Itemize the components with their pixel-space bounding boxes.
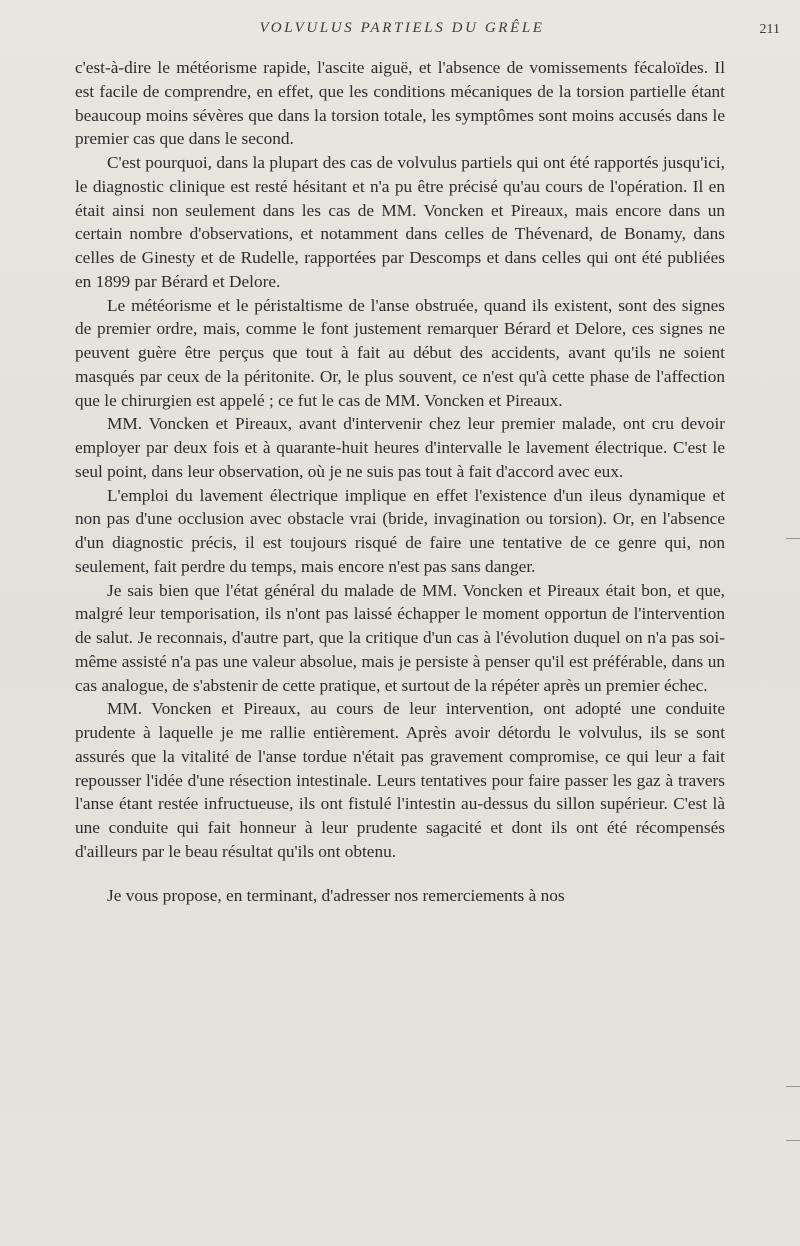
- running-head: [0, 20, 800, 44]
- edge-mark: [786, 1086, 800, 1087]
- page-number: 211: [759, 22, 780, 37]
- paragraph-1: c'est-à-dire le météorisme rapide, l'ascite aiguë, et l'absence de vomissements fécaloïdes. Il est facile de comprendre, en effet, que les conditions mécaniques de la torsion partielle étant beaucoup moins sévères que dans la torsion totale, les symptômes sont moins accusés dans le premier cas que dans le second.: [75, 58, 725, 149]
- closing-line: Je vous propose, en terminant, d'adresser nos remerciements à nos: [107, 885, 565, 905]
- edge-mark: [786, 1140, 800, 1141]
- running-title: VOLVULUS PARTIELS DU GRÊLE: [259, 20, 545, 36]
- edge-mark: [786, 538, 800, 539]
- body-text: [75, 56, 725, 907]
- paragraph-7: MM. Voncken et Pireaux, au cours de leur intervention, ont adopté une conduite prudente à laquelle je me rallie entièrement. Après avoir détordu le volvulus, ils se sont assurés que la vitalité de l'anse tordue n'était pas gravement compromise, ce qui leur a fait repousser l'idée d'une résection intestinale. Leurs tentatives pour faire passer les gaz à travers l'anse étant restée infructueuse, ils ont fistulé l'intestin au-dessus du sillon supérieur. C'est là une conduite qui fait honneur à leur prudente sagacité et dont ils ont été récompensés d'ailleurs par le beau résultat qu'ils ont obtenu.: [75, 699, 725, 861]
- paragraph-5: L'emploi du lavement électrique implique en effet l'existence d'un ileus dynamique et non pas d'une occlusion avec obstacle vrai (bride, invagination ou torsion). Or, en l'absence d'un diagnostic précis, il est toujours risqué de faire une tentative de ce genre qui, non seulement, fait perdre du temps, mais encore n'est pas sans danger.: [75, 485, 725, 576]
- paragraph-6: Je sais bien que l'état général du malade de MM. Voncken et Pireaux était bon, et que, malgré leur temporisation, ils n'ont pas laissé échapper le moment opportun de l'intervention de salut. Je reconnais, d'autre part, que la critique d'un cas à l'évolution duquel on n'a pas soi-même assisté n'a pas une valeur absolue, mais je persiste à penser qu'il est préférable, dans un cas analogue, de s'abstenir de cette pratique, et surtout de la répéter après un premier échec.: [75, 580, 725, 695]
- paragraph-2: C'est pourquoi, dans la plupart des cas de volvulus partiels qui ont été rapportés jusqu'ici, le diagnostic clinique est resté hésitant et n'a pu être précisé qu'au cours de l'opération. Il en était ainsi non seulement dans les cas de MM. Voncken et Pireaux, mais encore dans un certain nombre d'observations, et notamment dans celles de Thévenard, de Bonamy, dans celles de Ginesty et de Rudelle, rapportées par Descomps et dans celles qui ont été publiées en 1899 par Bérard et Delore.: [75, 153, 725, 291]
- paragraph-3: Le météorisme et le péristaltisme de l'anse obstruée, quand ils existent, sont des signes de premier ordre, mais, comme le font justement remarquer Bérard et Delore, ces signes ne peuvent guère être perçus que tout à fait au début des accidents, avant qu'ils ne soient masqués par ceux de la péritonite. Or, le plus souvent, ce n'est qu'à cette phase de l'affection que le chirurgien est appelé ; ce fut le cas de MM. Voncken et Pireaux.: [75, 295, 725, 410]
- paragraph-4: MM. Voncken et Pireaux, avant d'intervenir chez leur premier malade, ont cru devoir employer par deux fois et à quarante-huit heures d'intervalle le lavement électrique. C'est le seul point, dans leur observation, où je ne suis pas tout à fait d'accord avec eux.: [75, 414, 725, 481]
